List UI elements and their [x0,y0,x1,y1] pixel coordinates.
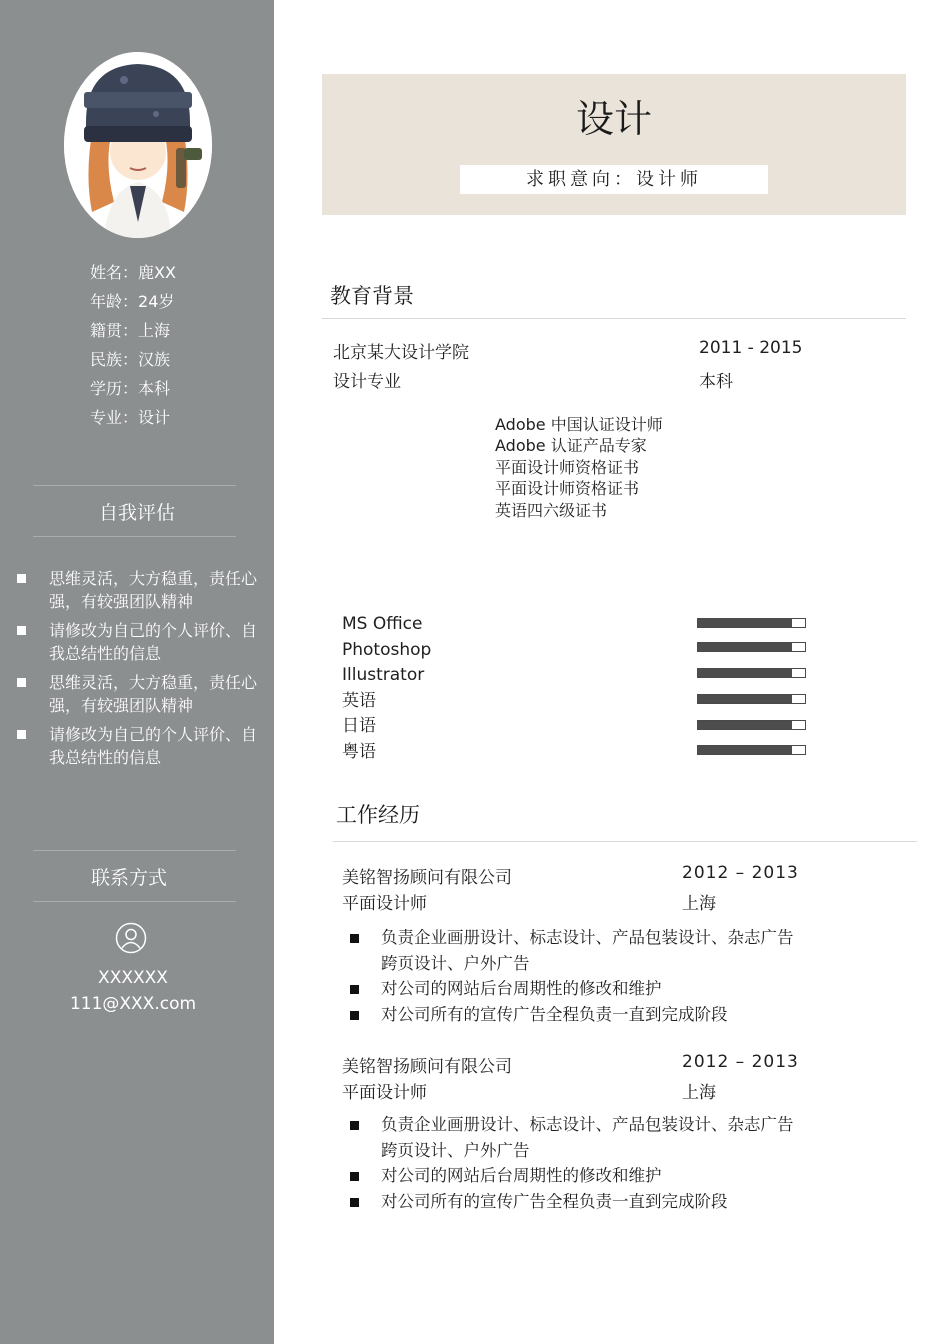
square-bullet-icon [17,678,26,687]
list-item: 平面设计师资格证书 [495,457,640,477]
square-bullet-icon [350,1172,359,1181]
square-bullet-icon [350,934,359,943]
skill-bar-fill [698,721,792,729]
page-title: 设计 [575,97,652,141]
skill-bar-fill [698,669,792,677]
skill-name: MS Office [342,614,423,634]
list-item: 思维灵活，大方稳重，责任心强，有较强团队精神 [15,672,265,717]
skill-list [342,612,431,766]
major: 设计专业 [333,372,401,392]
info-name: 姓名：鹿XX [90,263,176,282]
list-item: 对公司的网站后台周期性的修改和维护 [348,976,798,1002]
square-bullet-icon [17,626,26,635]
skill-name: 粤语 [342,741,376,762]
job-position: 平面设计师 [342,1083,427,1103]
list-item: 平面设计师资格证书 [495,479,640,499]
skill-bar-fill [698,746,792,754]
info-ethnicity: 民族：汉族 [90,350,171,369]
list-item: 思维灵活，大方稳重，责任心强，有较强团队精神 [15,568,265,613]
divider [33,485,236,486]
list-item: 请修改为自己的个人评价、自我总结性的信息 [15,620,265,665]
square-bullet-icon [350,1198,359,1207]
certificate-list [495,414,663,521]
info-hometown: 籍贯：上海 [90,321,171,340]
divider [333,841,917,842]
school-name: 北京某大设计学院 [333,343,469,363]
job-years: 2012 – 2013 [682,1052,799,1072]
skill-bar [697,745,806,755]
skill-name: Illustrator [342,665,425,686]
info-education: 学历：本科 [90,379,171,398]
skill-bar [697,720,806,730]
skill-bar-fill [698,643,792,651]
avatar-illustration [64,52,212,238]
skill-bar-fill [698,695,792,703]
square-bullet-icon [350,1011,359,1020]
list-item: Adobe 中国认证设计师 [495,415,663,434]
job-city: 上海 [682,1083,716,1103]
resume-header [322,74,906,215]
avatar [64,52,212,238]
skill-bar [697,642,806,652]
skill-bar-fill [698,619,792,627]
square-bullet-icon [350,985,359,994]
skill-name: Photoshop [342,639,432,660]
degree: 本科 [699,372,733,392]
job-years: 2012 – 2013 [682,863,799,883]
job-city: 上海 [682,894,716,914]
contact-heading: 联系方式 [90,867,167,889]
school-years: 2011 - 2015 [699,338,803,358]
divider [33,901,236,902]
work-heading: 工作经历 [336,803,420,827]
self-eval-heading: 自我评估 [98,502,175,524]
square-bullet-icon [17,574,26,583]
skill-bar [697,668,806,678]
job-duties [348,925,798,1027]
divider [33,536,236,537]
self-eval-list [15,568,265,776]
list-item: 对公司所有的宣传广告全程负责一直到完成阶段 [348,1189,798,1215]
square-bullet-icon [17,730,26,739]
sidebar [0,0,274,1344]
job-company: 美铭智扬顾问有限公司 [342,1057,512,1077]
list-item: Adobe 认证产品专家 [495,436,647,456]
skill-name: 英语 [342,690,376,711]
contact-phone: XXXXXX [98,968,168,988]
list-item: 负责企业画册设计、标志设计、产品包装设计、杂志广告跨页设计、户外广告 [348,925,798,976]
list-item: 负责企业画册设计、标志设计、产品包装设计、杂志广告跨页设计、户外广告 [348,1112,798,1163]
info-major: 专业：设计 [90,408,171,427]
info-age: 年龄：24岁 [90,292,175,311]
list-item: 请修改为自己的个人评价、自我总结性的信息 [15,724,265,769]
education-heading: 教育背景 [330,284,414,308]
job-company: 美铭智扬顾问有限公司 [342,868,512,888]
list-item: 英语四六级证书 [495,500,608,520]
personal-info [90,258,176,432]
job-duties [348,1112,798,1214]
skill-bar [697,694,806,704]
divider [322,318,906,319]
job-intent: 求职意向：设计师 [460,165,768,194]
list-item: 对公司的网站后台周期性的修改和维护 [348,1163,798,1189]
skill-bar [697,618,806,628]
divider [33,850,236,851]
list-item: 对公司所有的宣传广告全程负责一直到完成阶段 [348,1002,798,1028]
user-icon [115,922,147,954]
job-position: 平面设计师 [342,894,427,914]
square-bullet-icon [350,1121,359,1130]
skill-name: 日语 [342,716,376,737]
contact-email[interactable]: 111@XXX.com [69,994,197,1014]
